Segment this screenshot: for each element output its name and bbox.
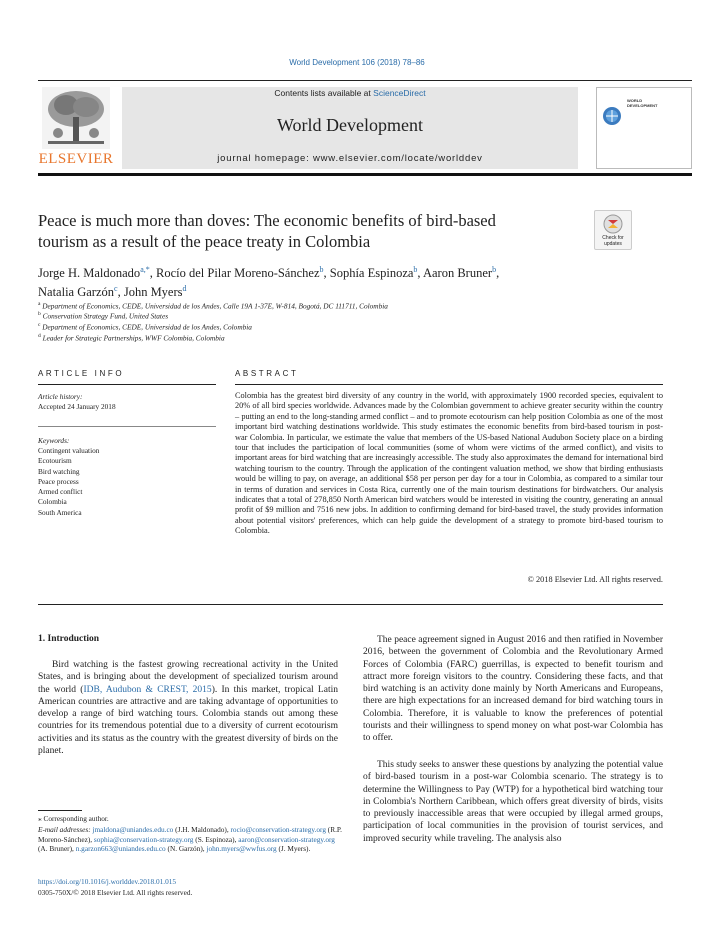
globe-icon (602, 106, 622, 126)
email-link[interactable]: john.myers@wwfus.org (206, 844, 277, 854)
author-separator: , (417, 266, 423, 281)
author-affiliation-marker[interactable]: c (114, 284, 118, 294)
author-name[interactable]: Jorge H. Maldonado (38, 266, 141, 281)
article-info-rule (38, 384, 216, 385)
journal-header (38, 80, 692, 176)
cover-title: WORLD DEVELOPMENT (627, 98, 658, 108)
email-link[interactable]: rocio@conservation-strategy.org (230, 825, 326, 834)
journal-cover-thumbnail[interactable] (596, 87, 692, 169)
abstract-rule (235, 384, 663, 385)
intro-paragraph-3: This study seeks to answer these questions by analyzing the potential value of bird-based tourism in a post-war Colombia scenario. The strategy is to determine the Willingness to Pay (WTP) for a hypothetical bird watching tour in Colombia's Northern Caribbean, which offers great diversity of birds, visits to previously inaccessible areas that were occupied by illegal armed groups, participation of local communities in the provision of tourist services, and improved security while traveling. The analysis also (363, 760, 663, 844)
author-separator: , (496, 266, 500, 281)
keyword: South America (38, 507, 82, 517)
affiliation-a: $^a$ Department of Economics, CEDE, Universidad de los Andes, Calle 19A 1-37E, W-814, Bogotá, DC 111711, Colombia (38, 301, 388, 311)
doi-link[interactable]: https://doi.org/10.1016/j.worlddev.2018.01.015 (38, 877, 177, 886)
article-title: Peace is much more than doves: The economic benefits of bird-based tourism as a result of the peace treaty in Colombia (38, 211, 496, 251)
abstract-copyright: © 2018 Elsevier Ltd. All rights reserved. (527, 575, 663, 584)
email-owner: (J.H. Maldonado), (173, 825, 231, 834)
article-info-heading: ARTICLE INFO (38, 369, 125, 378)
corresponding-author-note: ⁎ Corresponding author. (38, 814, 109, 823)
article-history-label: Article history: (38, 392, 83, 401)
journal-name: World Development (276, 115, 423, 135)
crossmark-label: Check for updates (602, 235, 624, 247)
author-name[interactable]: Aaron Bruner (422, 266, 493, 281)
keyword: Peace process (38, 476, 79, 486)
affiliation-c: $^c$ Department of Economics, CEDE, Universidad de los Andes, Colombia (38, 322, 252, 332)
footnote-rule (38, 810, 82, 811)
author-affiliation-marker[interactable]: b (319, 265, 324, 274)
email-owner: (S. Espinoza), (193, 834, 239, 844)
email-owner: (J. Myers). (276, 844, 311, 854)
elsevier-logo[interactable] (38, 87, 114, 167)
email-owner: (N. Garzón), (165, 844, 207, 854)
elsevier-wordmark: ELSEVIER (38, 151, 114, 167)
email-link[interactable]: sophia@conservation-strategy.org (93, 834, 194, 844)
email-link[interactable]: aaron@conservation-strategy.org (238, 834, 335, 844)
email-owner: (R.P. Moreno-Sánchez), (38, 825, 342, 844)
author-affiliation-marker[interactable]: b (492, 265, 497, 274)
intro-paragraph-1: Bird watching is the fastest growing recreational activity in the United States, and is bringing about the development of specialized tourism around the world (IDB, Audubon & CREST, 2015). In this market, tropical Latin American countries are attractive and are taking advantage of opportunities to develop a range of bird watching tours. Colombia stands out among these countries for its tremendous potential due to a diversity of current ecotourism activities and its status as the country with the greatest diversity of birds on the planet. (38, 660, 338, 757)
keyword: Bird watching (38, 466, 80, 476)
issn-copyright: 0305-750X/© 2018 Elsevier Ltd. All rights reserved. (38, 888, 193, 897)
abstract-bottom-rule (38, 604, 663, 605)
keywords-label: Keywords: (38, 436, 70, 445)
author-affiliation-marker[interactable]: a,* (140, 265, 150, 274)
keyword: Ecotourism (38, 456, 72, 466)
abstract-heading: ABSTRACT (235, 369, 299, 378)
journal-banner (122, 87, 578, 169)
info-divider (38, 426, 216, 427)
check-for-updates-badge[interactable] (594, 210, 632, 250)
crossmark-icon (595, 213, 631, 235)
author-list (38, 262, 638, 300)
citation-link[interactable]: IDB, Audubon & CREST, 2015 (83, 684, 212, 695)
article-history-value: Accepted 24 January 2018 (38, 402, 116, 411)
journal-citation[interactable]: World Development 106 (2018) 78–86 (289, 58, 425, 67)
intro-paragraph-2: The peace agreement signed in August 2016 and then ratified in November 2016, between the government of Colombia and the Revolutionary Armed Forces of Colombia (FARC) guerrillas, is expected to benefit tourism and attract more foreign visitors to the country. Considering these facts, and that bird watching is an activity done mainly by North Americans and Europeans, there are high expectations for an increased demand for bird watching tours in Colombia. Therefore, it is valuable to know the preferences of potential tourists and their willingness to spend money on what post-war Colombia has to offer. (363, 635, 663, 744)
journal-homepage[interactable]: journal homepage: www.elsevier.com/locate/worlddev (217, 153, 483, 164)
email-link[interactable]: jmaldona@uniandes.edu.co (92, 825, 174, 834)
affiliation-d: $^d$ Leader for Strategic Partnerships, WWF Colombia, Colombia (38, 333, 225, 343)
author-name[interactable]: John Myers (123, 285, 183, 300)
keyword: Armed conflict (38, 487, 83, 497)
email-link[interactable]: n.garzon663@uniandes.edu.co (75, 844, 166, 854)
sciencedirect-link[interactable]: ScienceDirect (373, 88, 426, 98)
affiliation-b: $^b$ Conservation Strategy Fund, United States (38, 311, 169, 321)
author-affiliation-marker[interactable]: b (413, 265, 418, 274)
keyword: Colombia (38, 497, 67, 507)
author-name[interactable]: Sophía Espinoza (329, 266, 414, 281)
section-heading-introduction: 1. Introduction (38, 634, 100, 644)
keyword-list (38, 446, 99, 518)
author-name[interactable]: Rocío del Pilar Moreno-Sánchez (156, 266, 320, 281)
contents-line (122, 88, 578, 98)
contents-prefix: Contents lists available at (274, 88, 371, 98)
author-separator: , (323, 266, 330, 281)
abstract-text: Colombia has the greatest bird diversity of any country in the world, with approximately 1900 recorded species, equivalent to 20% of all bird species worldwide. Advances made by the Colombian government to achieve greater security within the country – putting an end to the long-standing armed conflict – and to promote ecotourism can help position Colombia as one of the most important bird watching destinations worldwide. This study estimates the economic benefits from bird-based tourism in post-war Colombia. In particular, we estimate the value that members of the US-based National Audubon Society place on a birding tour that includes the participation of local communities (some of whom were victims of the armed conflict), and visits to important areas for bird watching that are increasingly accessible. The study also approximates the demand for international bird watching tourism to the country. Through the application of the contingent valuation method, we show that birding enthusiasts would be willing to pay, on average, an additional $58 per person per day for a tour in Colombia, as compared to a similar tour in terms of duration and services in Costa Rica, currently one of the main tourism destinations for birdwatchers. Our analysis indicates that a total of 278,850 North American bird watchers would be interested in visiting the country, generating an annual profit of $9 million and 7516 new jobs. In addition to confirming demand for bird-based travel, the study provides information about potential visitors' preferences, which can help guide the development of a strategy to promote bird-based tourism to Colombia. (235, 391, 663, 536)
email-addresses: E-mail addresses: jmaldona@uniandes.edu.co (J.H. Maldonado), rocio@conservation-strategy.org (R.P. Moreno-Sánchez), sophia@conservation-strategy.org (S. Espinoza), aaron@conservation-strategy.org (A. Bruner), n.garzon663@uniandes.edu.co (N. Garzón), john.myers@wwfus.org (J. Myers). (38, 825, 342, 854)
author-separator: , (149, 266, 156, 281)
author-name[interactable]: Natalia Garzón (38, 285, 115, 300)
keyword: Contingent valuation (38, 446, 100, 455)
author-separator: , (117, 285, 124, 300)
email-owner: (A. Bruner), (38, 844, 76, 854)
author-affiliation-marker[interactable]: d (182, 284, 187, 294)
elsevier-tree-icon (42, 87, 110, 149)
